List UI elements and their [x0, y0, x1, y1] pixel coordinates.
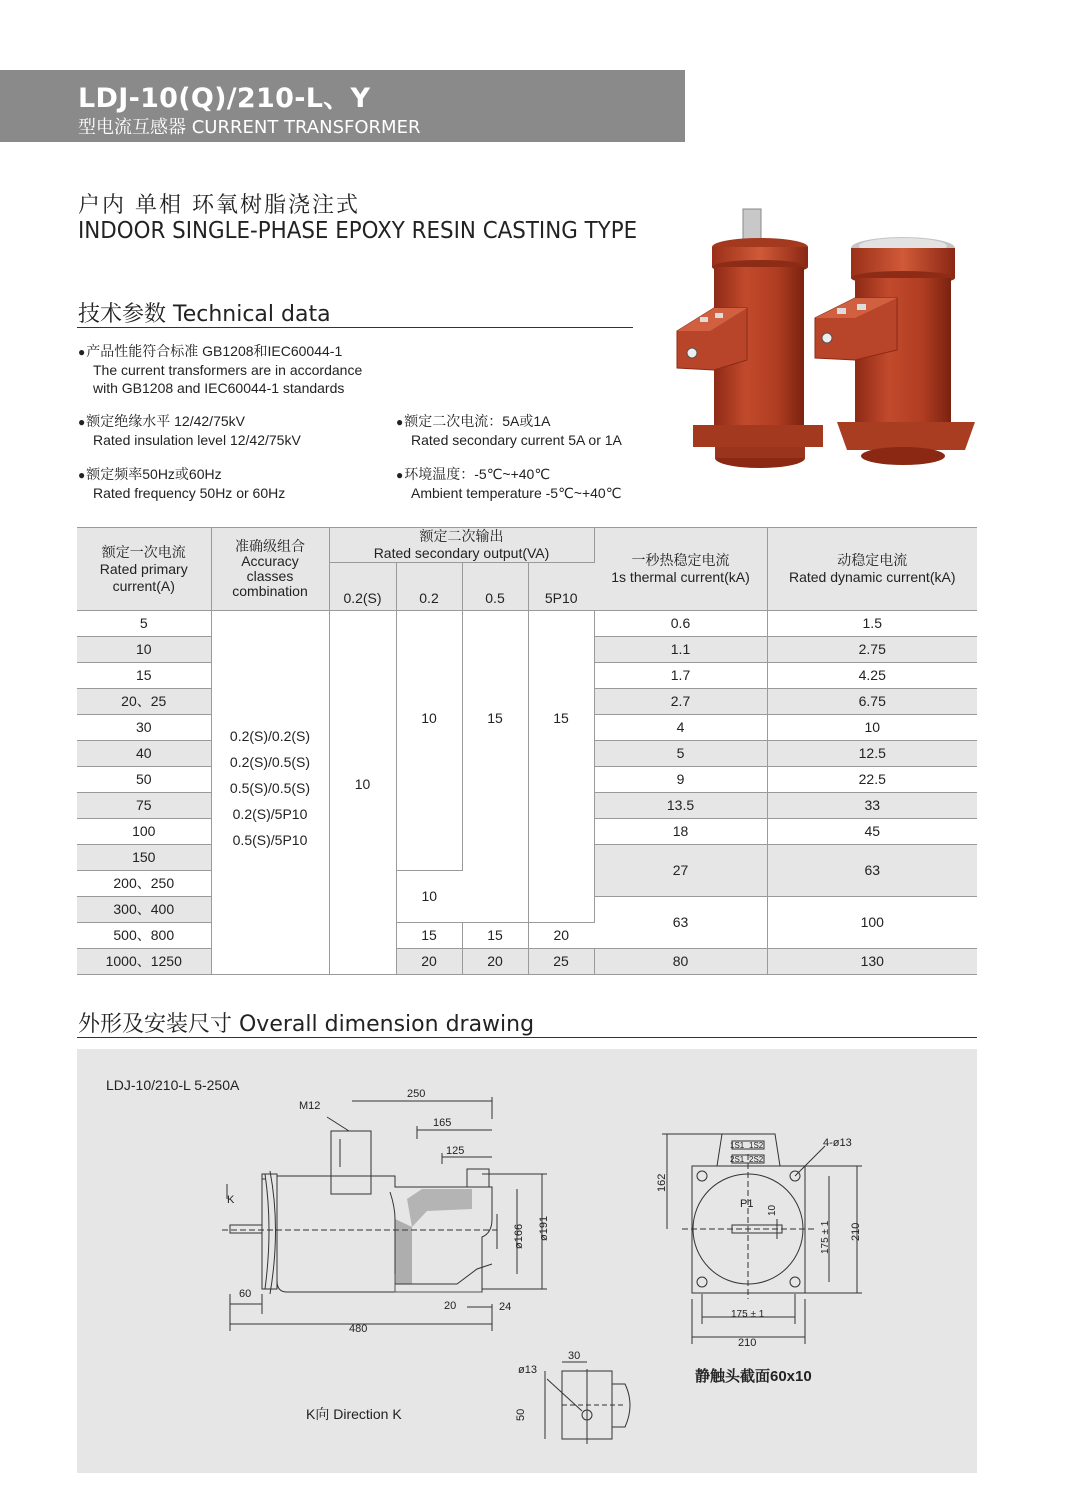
output-02-cell: 10	[396, 611, 462, 871]
bullet-cn: ● 额定二次电流：5A或1A	[396, 412, 622, 431]
bullet-en: The current transformers are in accordance	[93, 362, 363, 378]
bullet-en: Rated secondary current 5A or 1A	[411, 432, 622, 448]
primary-cell: 40	[77, 741, 211, 767]
thermal-cell: 2.7	[594, 689, 767, 715]
accuracy-line: 0.2(S)/5P10	[232, 805, 308, 822]
output-02-cell: 10	[396, 871, 462, 923]
dynamic-cell: 1.5	[767, 611, 977, 637]
output-02-cell: 15	[396, 923, 462, 949]
output-05-cell: 15	[462, 611, 528, 923]
dim-label: 250	[407, 1088, 426, 1100]
terminal-label: 2S1	[730, 1155, 745, 1164]
dynamic-cell: 22.5	[767, 767, 977, 793]
dimension-drawing-heading: 外形及安装尺寸 Overall dimension drawing	[78, 1012, 535, 1037]
thermal-current-header	[594, 528, 767, 611]
technical-data-heading: 技术参数 Technical data	[78, 302, 331, 327]
bullet-en: with GB1208 and IEC60044-1 standards	[93, 380, 345, 396]
dim-label: K	[227, 1194, 235, 1206]
primary-cell: 15	[77, 663, 211, 689]
dim-label: 210	[738, 1337, 757, 1349]
side-view	[222, 1097, 547, 1331]
header-line: 1s thermal current(kA)	[611, 569, 750, 585]
output-02-cell: 20	[396, 949, 462, 975]
secondary-output-header	[329, 528, 594, 563]
thermal-cell: 4	[594, 715, 767, 741]
dim-label: 10	[767, 1204, 778, 1216]
product-model: LDJ-10(Q)/210-L、Y	[78, 83, 371, 114]
header-line: 额定一次电流	[101, 543, 186, 560]
dim-label: 24	[499, 1301, 512, 1313]
accuracy-line: 0.2(S)/0.5(S)	[229, 753, 311, 770]
thermal-cell: 27	[594, 845, 767, 897]
primary-cell: 150	[77, 845, 211, 871]
dim-label: 162	[656, 1173, 668, 1192]
bullet-cn: ● 额定绝缘水平 12/42/75kV	[78, 412, 301, 431]
class-header: 0.5	[462, 563, 528, 611]
thermal-cell: 80	[594, 949, 767, 975]
accuracy-line: 0.5(S)/0.5(S)	[229, 779, 311, 796]
header-line: combination	[232, 583, 308, 599]
standard-bullet	[78, 342, 362, 397]
output-05-cell: 20	[462, 949, 528, 975]
thermal-cell: 1.1	[594, 637, 767, 663]
dynamic-cell: 100	[767, 897, 977, 949]
section-divider	[77, 1037, 977, 1038]
thermal-cell: 13.5	[594, 793, 767, 819]
dynamic-cell: 130	[767, 949, 977, 975]
output-5p10-cell: 20	[528, 923, 594, 949]
dynamic-cell: 45	[767, 819, 977, 845]
dynamic-cell: 6.75	[767, 689, 977, 715]
dim-label: ø13	[518, 1364, 537, 1376]
dynamic-cell: 33	[767, 793, 977, 819]
dynamic-cell: 12.5	[767, 741, 977, 767]
dim-label: 50	[515, 1408, 527, 1421]
output-5p10-cell: 25	[528, 949, 594, 975]
k-direction-view	[545, 1362, 630, 1444]
dim-label: 480	[349, 1323, 368, 1335]
primary-cell: 50	[77, 767, 211, 793]
dim-label: 125	[446, 1145, 465, 1157]
header-line: current(A)	[112, 577, 175, 594]
primary-cell: 10	[77, 637, 211, 663]
frequency-bullet	[78, 465, 285, 502]
secondary-current-bullet	[396, 412, 622, 449]
header-line: 准确级组合	[235, 538, 305, 554]
thermal-cell: 0.6	[594, 611, 767, 637]
dynamic-cell: 10	[767, 715, 977, 741]
dim-label: 20	[444, 1300, 457, 1312]
class-header: 0.2	[396, 563, 462, 611]
accuracy-cell	[211, 611, 329, 975]
header-line: 额定二次输出	[419, 528, 504, 544]
dim-label: 60	[239, 1288, 252, 1300]
dynamic-cell: 63	[767, 845, 977, 897]
header-line: Rated primary	[99, 560, 188, 577]
thermal-cell: 9	[594, 767, 767, 793]
terminal-label: 2S2	[749, 1155, 764, 1164]
dim-label: 30	[568, 1350, 581, 1362]
header-line: Rated dynamic current(kA)	[788, 569, 956, 585]
header-line: Rated secondary output(VA)	[373, 545, 550, 561]
accuracy-header	[211, 528, 329, 611]
technical-data-table	[77, 527, 977, 975]
drawing-model-label: LDJ-10/210-L 5-250A	[106, 1077, 240, 1093]
primary-current-header	[77, 528, 211, 611]
bullet-en: Ambient temperature -5℃~+40℃	[411, 485, 622, 501]
class-header: 0.2(S)	[329, 563, 396, 611]
product-photo	[665, 200, 995, 490]
dim-label: 165	[433, 1117, 452, 1129]
dim-label: M12	[299, 1100, 321, 1112]
dynamic-cell: 2.75	[767, 637, 977, 663]
bullet-cn: ● 环境温度：-5℃~+40℃	[396, 465, 621, 484]
bullet-cn: ● 额定频率50Hz或60Hz	[78, 465, 285, 484]
accuracy-line: 0.5(S)/5P10	[232, 831, 308, 848]
dim-label: 175 ± 1	[820, 1220, 831, 1254]
dim-label: ø166	[513, 1223, 525, 1249]
primary-cell: 500、800	[77, 923, 211, 949]
bullet-cn: ● 产品性能符合标准 GB1208和IEC60044-1	[78, 342, 362, 361]
type-title-cn: 户内 单相 环氧树脂浇注式	[78, 193, 360, 218]
output-02s-cell: 10	[329, 611, 396, 975]
dim-label: P1	[740, 1198, 754, 1210]
dynamic-cell: 4.25	[767, 663, 977, 689]
product-subtitle: 型电流互感器 CURRENT TRANSFORMER	[78, 117, 421, 138]
primary-cell: 30	[77, 715, 211, 741]
dim-label: ø191	[538, 1215, 550, 1241]
thermal-cell: 1.7	[594, 663, 767, 689]
thermal-cell: 5	[594, 741, 767, 767]
thermal-cell: 18	[594, 819, 767, 845]
accuracy-line: 0.2(S)/0.2(S)	[229, 727, 311, 744]
bullet-en: Rated frequency 50Hz or 60Hz	[93, 485, 286, 501]
output-05-cell: 15	[462, 923, 528, 949]
terminal-label: 1S1	[730, 1141, 745, 1150]
section-divider	[77, 327, 633, 328]
dynamic-current-header	[767, 528, 977, 611]
bullet-en: Rated insulation level 12/42/75kV	[93, 432, 301, 448]
output-5p10-cell: 15	[528, 611, 594, 923]
header-line: Accuracy	[241, 553, 299, 569]
terminal-label: 1S2	[749, 1141, 764, 1150]
primary-cell: 100	[77, 819, 211, 845]
primary-cell: 5	[77, 611, 211, 637]
direction-k-label: K向 Direction K	[306, 1406, 402, 1422]
header-line: classes	[246, 568, 294, 584]
dim-label: 175 ± 1	[731, 1309, 765, 1320]
primary-cell: 75	[77, 793, 211, 819]
insulation-bullet	[78, 412, 301, 449]
primary-cell: 200、250	[77, 871, 211, 897]
primary-cell: 20、25	[77, 689, 211, 715]
primary-cell: 1000、1250	[77, 949, 211, 975]
dim-label: 210	[850, 1222, 862, 1241]
type-title-en: INDOOR SINGLE-PHASE EPOXY RESIN CASTING TYPE	[78, 218, 638, 244]
primary-cell: 300、400	[77, 897, 211, 923]
header-line: 动稳定电流	[837, 552, 908, 568]
dim-label: 4-ø13	[823, 1137, 852, 1149]
class-header: 5P10	[528, 563, 594, 611]
header-line: 一秒热稳定电流	[631, 552, 730, 568]
thermal-cell: 63	[594, 897, 767, 949]
temperature-bullet	[396, 465, 621, 502]
dimension-drawing	[77, 1049, 977, 1473]
contact-section-label: 静触头截面60x10	[695, 1368, 812, 1385]
